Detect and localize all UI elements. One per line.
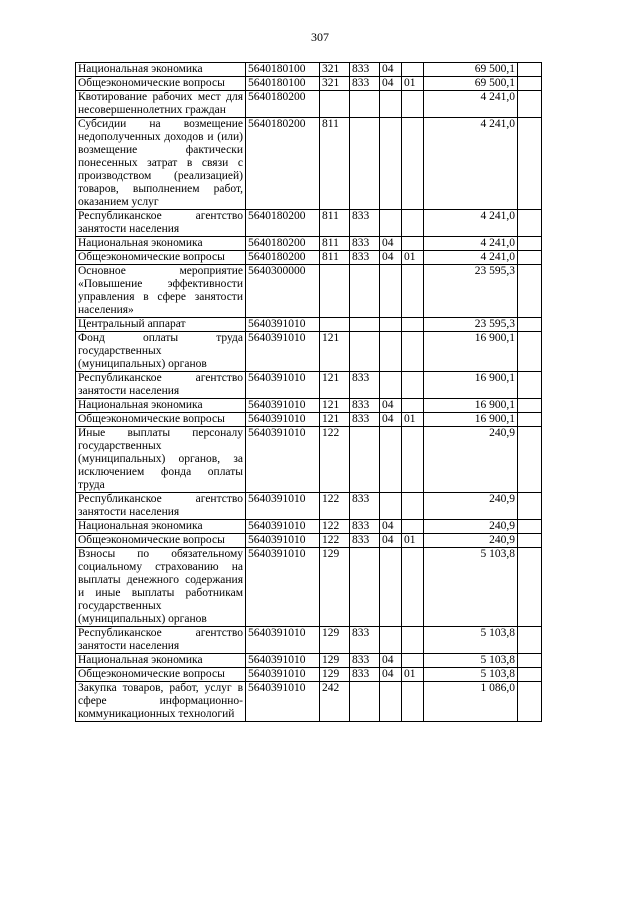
extra-cell [518, 63, 542, 77]
extra-cell [518, 520, 542, 534]
amount-cell: 69 500,1 [424, 77, 518, 91]
section-cell [380, 265, 402, 318]
target-article-cell: 5640180200 [246, 251, 320, 265]
extra-cell [518, 548, 542, 627]
section-cell [380, 318, 402, 332]
table-row [76, 91, 542, 118]
extra-cell [518, 332, 542, 372]
administrator-cell: 833 [350, 520, 380, 534]
table-row [76, 654, 542, 668]
expense-type-cell: 129 [320, 548, 350, 627]
subsection-cell [402, 318, 424, 332]
administrator-cell: 833 [350, 63, 380, 77]
extra-cell [518, 210, 542, 237]
target-article-cell: 5640180200 [246, 91, 320, 118]
table-row [76, 399, 542, 413]
extra-cell [518, 627, 542, 654]
expense-type-cell: 129 [320, 654, 350, 668]
section-cell [380, 372, 402, 399]
table-row [76, 77, 542, 91]
target-article-cell: 5640180200 [246, 210, 320, 237]
expense-type-cell: 121 [320, 332, 350, 372]
expense-type-cell: 122 [320, 534, 350, 548]
row-name-cell: Общеэкономические вопросы [76, 77, 246, 91]
section-cell: 04 [380, 77, 402, 91]
row-name-cell: Общеэкономические вопросы [76, 413, 246, 427]
amount-cell: 5 103,8 [424, 548, 518, 627]
administrator-cell: 833 [350, 493, 380, 520]
amount-cell: 23 595,3 [424, 265, 518, 318]
section-cell [380, 332, 402, 372]
table-row [76, 534, 542, 548]
table-row [76, 251, 542, 265]
budget-table [75, 62, 542, 722]
row-name-cell: Закупка товаров, работ, услуг в сфере информационно-коммуникационных технологий [76, 682, 246, 722]
table-row [76, 668, 542, 682]
administrator-cell [350, 682, 380, 722]
expense-type-cell: 811 [320, 118, 350, 210]
subsection-cell [402, 372, 424, 399]
row-name-cell: Национальная экономика [76, 654, 246, 668]
expense-type-cell: 129 [320, 627, 350, 654]
amount-cell: 4 241,0 [424, 210, 518, 237]
table-row [76, 493, 542, 520]
target-article-cell: 5640391010 [246, 520, 320, 534]
target-article-cell: 5640391010 [246, 682, 320, 722]
target-article-cell: 5640391010 [246, 399, 320, 413]
subsection-cell [402, 682, 424, 722]
row-name-cell: Квотирование рабочих мест для несовершеннолетних граждан [76, 91, 246, 118]
section-cell: 04 [380, 237, 402, 251]
subsection-cell [402, 427, 424, 493]
administrator-cell: 833 [350, 654, 380, 668]
section-cell [380, 548, 402, 627]
table-row [76, 210, 542, 237]
expense-type-cell: 811 [320, 251, 350, 265]
extra-cell [518, 237, 542, 251]
amount-cell: 240,9 [424, 534, 518, 548]
section-cell [380, 493, 402, 520]
table-row [76, 63, 542, 77]
row-name-cell: Центральный аппарат [76, 318, 246, 332]
section-cell: 04 [380, 399, 402, 413]
extra-cell [518, 399, 542, 413]
target-article-cell: 5640391010 [246, 332, 320, 372]
administrator-cell [350, 318, 380, 332]
section-cell: 04 [380, 534, 402, 548]
extra-cell [518, 318, 542, 332]
administrator-cell: 833 [350, 77, 380, 91]
amount-cell: 5 103,8 [424, 654, 518, 668]
section-cell [380, 91, 402, 118]
extra-cell [518, 91, 542, 118]
expense-type-cell: 242 [320, 682, 350, 722]
administrator-cell: 833 [350, 399, 380, 413]
page-number: 307 [311, 30, 329, 44]
extra-cell [518, 427, 542, 493]
expense-type-cell: 122 [320, 427, 350, 493]
expense-type-cell: 121 [320, 413, 350, 427]
row-name-cell: Иные выплаты персоналу государственных (муниципальных) органов, за исключением фонда оплаты труда [76, 427, 246, 493]
section-cell [380, 682, 402, 722]
amount-cell: 4 241,0 [424, 91, 518, 118]
administrator-cell: 833 [350, 668, 380, 682]
expense-type-cell: 321 [320, 77, 350, 91]
administrator-cell [350, 548, 380, 627]
target-article-cell: 5640180200 [246, 118, 320, 210]
row-name-cell: Взносы по обязательному социальному страхованию на выплаты денежного содержания и иные выплаты работникам государственных (муниципальных) органов [76, 548, 246, 627]
table-row [76, 427, 542, 493]
extra-cell [518, 654, 542, 668]
expense-type-cell: 122 [320, 520, 350, 534]
target-article-cell: 5640391010 [246, 654, 320, 668]
target-article-cell: 5640391010 [246, 413, 320, 427]
amount-cell: 16 900,1 [424, 372, 518, 399]
extra-cell [518, 118, 542, 210]
row-name-cell: Национальная экономика [76, 520, 246, 534]
row-name-cell: Фонд оплаты труда государственных (муниципальных) органов [76, 332, 246, 372]
subsection-cell: 01 [402, 77, 424, 91]
subsection-cell [402, 332, 424, 372]
extra-cell [518, 668, 542, 682]
extra-cell [518, 682, 542, 722]
subsection-cell [402, 548, 424, 627]
administrator-cell [350, 427, 380, 493]
budget-table-body [76, 63, 542, 722]
expense-type-cell: 321 [320, 63, 350, 77]
row-name-cell: Общеэкономические вопросы [76, 251, 246, 265]
amount-cell: 4 241,0 [424, 251, 518, 265]
section-cell: 04 [380, 668, 402, 682]
administrator-cell [350, 91, 380, 118]
administrator-cell [350, 265, 380, 318]
amount-cell: 23 595,3 [424, 318, 518, 332]
expense-type-cell: 811 [320, 210, 350, 237]
amount-cell: 240,9 [424, 427, 518, 493]
amount-cell: 1 086,0 [424, 682, 518, 722]
amount-cell: 69 500,1 [424, 63, 518, 77]
subsection-cell [402, 210, 424, 237]
section-cell [380, 427, 402, 493]
subsection-cell [402, 399, 424, 413]
extra-cell [518, 493, 542, 520]
subsection-cell [402, 63, 424, 77]
amount-cell: 16 900,1 [424, 399, 518, 413]
row-name-cell: Национальная экономика [76, 237, 246, 251]
row-name-cell: Национальная экономика [76, 63, 246, 77]
extra-cell [518, 534, 542, 548]
row-name-cell: Республиканское агентство занятости населения [76, 493, 246, 520]
subsection-cell: 01 [402, 251, 424, 265]
expense-type-cell: 121 [320, 372, 350, 399]
expense-type-cell: 811 [320, 237, 350, 251]
target-article-cell: 5640391010 [246, 372, 320, 399]
subsection-cell [402, 237, 424, 251]
extra-cell [518, 77, 542, 91]
section-cell: 04 [380, 413, 402, 427]
amount-cell: 4 241,0 [424, 118, 518, 210]
row-name-cell: Республиканское агентство занятости населения [76, 627, 246, 654]
target-article-cell: 5640180100 [246, 63, 320, 77]
subsection-cell [402, 118, 424, 210]
subsection-cell: 01 [402, 668, 424, 682]
expense-type-cell: 122 [320, 493, 350, 520]
table-row [76, 237, 542, 251]
amount-cell: 240,9 [424, 493, 518, 520]
expense-type-cell [320, 318, 350, 332]
section-cell: 04 [380, 251, 402, 265]
administrator-cell: 833 [350, 413, 380, 427]
target-article-cell: 5640391010 [246, 548, 320, 627]
section-cell [380, 627, 402, 654]
target-article-cell: 5640391010 [246, 427, 320, 493]
expense-type-cell [320, 91, 350, 118]
row-name-cell: Общеэкономические вопросы [76, 668, 246, 682]
row-name-cell: Национальная экономика [76, 399, 246, 413]
expense-type-cell [320, 265, 350, 318]
target-article-cell: 5640180100 [246, 77, 320, 91]
target-article-cell: 5640391010 [246, 318, 320, 332]
table-row [76, 372, 542, 399]
table-row [76, 118, 542, 210]
amount-cell: 5 103,8 [424, 627, 518, 654]
target-article-cell: 5640391010 [246, 534, 320, 548]
table-row [76, 332, 542, 372]
expense-type-cell: 121 [320, 399, 350, 413]
extra-cell [518, 372, 542, 399]
subsection-cell [402, 265, 424, 318]
subsection-cell [402, 493, 424, 520]
table-row [76, 318, 542, 332]
administrator-cell: 833 [350, 627, 380, 654]
target-article-cell: 5640391010 [246, 493, 320, 520]
extra-cell [518, 251, 542, 265]
target-article-cell: 5640391010 [246, 668, 320, 682]
administrator-cell: 833 [350, 251, 380, 265]
row-name-cell: Основное мероприятие «Повышение эффективности управления в сфере занятости населения» [76, 265, 246, 318]
subsection-cell [402, 627, 424, 654]
table-row [76, 413, 542, 427]
section-cell: 04 [380, 654, 402, 668]
subsection-cell [402, 520, 424, 534]
administrator-cell: 833 [350, 372, 380, 399]
section-cell: 04 [380, 63, 402, 77]
subsection-cell: 01 [402, 413, 424, 427]
subsection-cell: 01 [402, 534, 424, 548]
administrator-cell [350, 332, 380, 372]
amount-cell: 4 241,0 [424, 237, 518, 251]
row-name-cell: Общеэкономические вопросы [76, 534, 246, 548]
target-article-cell: 5640391010 [246, 627, 320, 654]
expense-type-cell: 129 [320, 668, 350, 682]
table-row [76, 520, 542, 534]
administrator-cell: 833 [350, 210, 380, 237]
amount-cell: 16 900,1 [424, 332, 518, 372]
row-name-cell: Субсидии на возмещение недополученных доходов и (или) возмещение фактически понесенных затрат в связи с производством (реализацией) товаров, выполнением работ, оказанием услуг [76, 118, 246, 210]
amount-cell: 16 900,1 [424, 413, 518, 427]
target-article-cell: 5640300000 [246, 265, 320, 318]
table-row [76, 265, 542, 318]
table-row [76, 627, 542, 654]
section-cell [380, 118, 402, 210]
row-name-cell: Республиканское агентство занятости населения [76, 210, 246, 237]
section-cell [380, 210, 402, 237]
table-row [76, 548, 542, 627]
extra-cell [518, 265, 542, 318]
administrator-cell: 833 [350, 534, 380, 548]
subsection-cell [402, 654, 424, 668]
row-name-cell: Республиканское агентство занятости населения [76, 372, 246, 399]
amount-cell: 5 103,8 [424, 668, 518, 682]
table-row [76, 682, 542, 722]
target-article-cell: 5640180200 [246, 237, 320, 251]
amount-cell: 240,9 [424, 520, 518, 534]
administrator-cell: 833 [350, 237, 380, 251]
subsection-cell [402, 91, 424, 118]
extra-cell [518, 413, 542, 427]
section-cell: 04 [380, 520, 402, 534]
administrator-cell [350, 118, 380, 210]
